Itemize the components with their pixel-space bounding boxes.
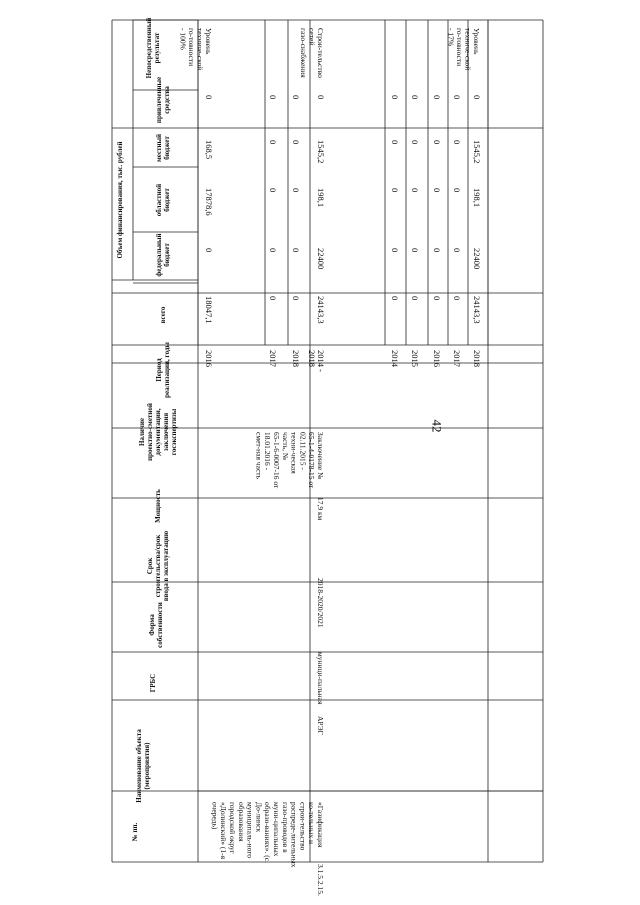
header-total: всего <box>159 306 167 324</box>
header-ownership: Формасобственности <box>148 602 164 648</box>
item-row-federal: 0 <box>452 248 462 253</box>
item-row-result: Уровеньтехниче-скойго-товности- 17% <box>446 28 481 71</box>
item-row-attracted: 0 <box>452 95 462 100</box>
row-year: 2016 <box>204 350 214 367</box>
header-period: Периодреализации, годы <box>155 342 171 398</box>
item-row-attracted: 0 <box>390 95 400 100</box>
item-row-regional: 198,1 <box>472 188 482 208</box>
item-row-total: 24143,3 <box>316 296 326 324</box>
row-regional: 0 <box>291 188 301 193</box>
item-row-regional: 198,1 <box>316 188 326 208</box>
item-row-federal: 0 <box>390 248 400 253</box>
row-federal: 0 <box>268 248 278 253</box>
header-regional: областнойбюджет <box>155 183 171 217</box>
item-row-year: 2016 <box>432 350 442 367</box>
row-regional: 0 <box>268 188 278 193</box>
item-row-total: 0 <box>410 296 420 301</box>
item-row-year: 2015 <box>410 350 420 367</box>
row-local: 168,5 <box>204 140 214 160</box>
item-row-year: 2018 <box>472 350 482 367</box>
table-text <box>116 18 482 896</box>
item-row-federal: 0 <box>410 248 420 253</box>
item-row-result: Строи-тельствосетейгазо-снабжения <box>299 28 325 78</box>
row-attracted: 0 <box>204 95 214 100</box>
item-row-local: 0 <box>432 140 442 145</box>
item-row-year: 2014 -2018 <box>307 350 326 372</box>
item-row-attracted: 0 <box>472 95 482 100</box>
header-docs: Наличиепроектно-сметнойдокументации,заключениягосэкспертизы <box>138 403 178 461</box>
item-row-local: 1545,2 <box>472 140 482 164</box>
item-row-federal: 0 <box>432 248 442 253</box>
header-funding: Объем финансирования, тыс. рублей <box>116 141 124 259</box>
header-attracted: привлеченныесредства <box>155 76 171 124</box>
item-row-attracted: 0 <box>316 95 326 100</box>
header-federal: федеральныйбюджет <box>155 233 171 277</box>
row-regional: 17878,6 <box>204 188 214 216</box>
item-row-regional: 0 <box>432 188 442 193</box>
item-number: 3.1.5.2.15. <box>316 864 325 896</box>
item-row-total: 0 <box>390 296 400 301</box>
row-total: 18047,1 <box>204 296 214 324</box>
row-total: 0 <box>268 296 278 301</box>
row-local: 0 <box>268 140 278 145</box>
row-federal: 0 <box>291 248 301 253</box>
row-year: 2018 <box>291 350 301 367</box>
item-row-attracted: 0 <box>410 95 420 100</box>
item-row-local: 1545,2 <box>316 140 326 164</box>
item-row-local: 0 <box>410 140 420 145</box>
item-row-regional: 0 <box>410 188 420 193</box>
item-row-regional: 0 <box>452 188 462 193</box>
item-name: «Газификацияко-тельных истрои-тельствораспреде-лительныхгазо-проводов вмуни-ципальныхобразо-ваниях». (с.До-линскмуниципаль-ногообразованиягородской округ«Долинский» (1-яочередь) <box>210 802 325 868</box>
item-row-year: 2014 <box>390 350 400 367</box>
item-row-federal: 22400 <box>472 248 482 270</box>
item-row-total: 0 <box>432 296 442 301</box>
item-docs: Заключение №65-1-4-0178-15 от02.11.2015 -техни-ческаячасть, №65-1-6-0007-16 от18.01.2016 -смет-ная часть <box>254 432 325 489</box>
header-capacity: Мощность <box>154 489 162 523</box>
page-number: 42 <box>429 419 445 433</box>
row-total: 0 <box>291 296 301 301</box>
header-num: № пп. <box>131 822 139 842</box>
item-row-local: 0 <box>390 140 400 145</box>
row-attracted: 0 <box>268 95 278 100</box>
row-federal: 0 <box>204 248 214 253</box>
item-grbs: АРЭГ <box>316 716 325 735</box>
item-row-total: 0 <box>452 296 462 301</box>
row-local: 0 <box>291 140 301 145</box>
item-capacity: 17,9 км <box>316 497 325 521</box>
header-name: Наименование объекта(мероприятия) <box>135 729 151 803</box>
item-row-regional: 0 <box>390 188 400 193</box>
row-result: Уровеньтехниче-скойго-товности- 100% <box>178 28 213 71</box>
header-grbs: ГРБС <box>149 673 157 693</box>
row-attracted: 0 <box>291 95 301 100</box>
row-year: 2017 <box>268 350 278 367</box>
item-row-local: 0 <box>452 140 462 145</box>
item-ownership: муници-пальная <box>316 652 325 705</box>
header-deadline: Срокстроительства/срокввода в эксплуатацию <box>146 530 170 602</box>
item-row-year: 2017 <box>452 350 462 367</box>
header-local: местныйбюджет <box>155 133 171 163</box>
item-row-attracted: 0 <box>432 95 442 100</box>
item-deadline: 2018-2020/2021 <box>316 578 325 628</box>
item-row-total: 24143,3 <box>472 296 482 324</box>
header-result: Непосредственныйрезультат <box>145 17 161 79</box>
item-row-federal: 22400 <box>316 248 326 270</box>
